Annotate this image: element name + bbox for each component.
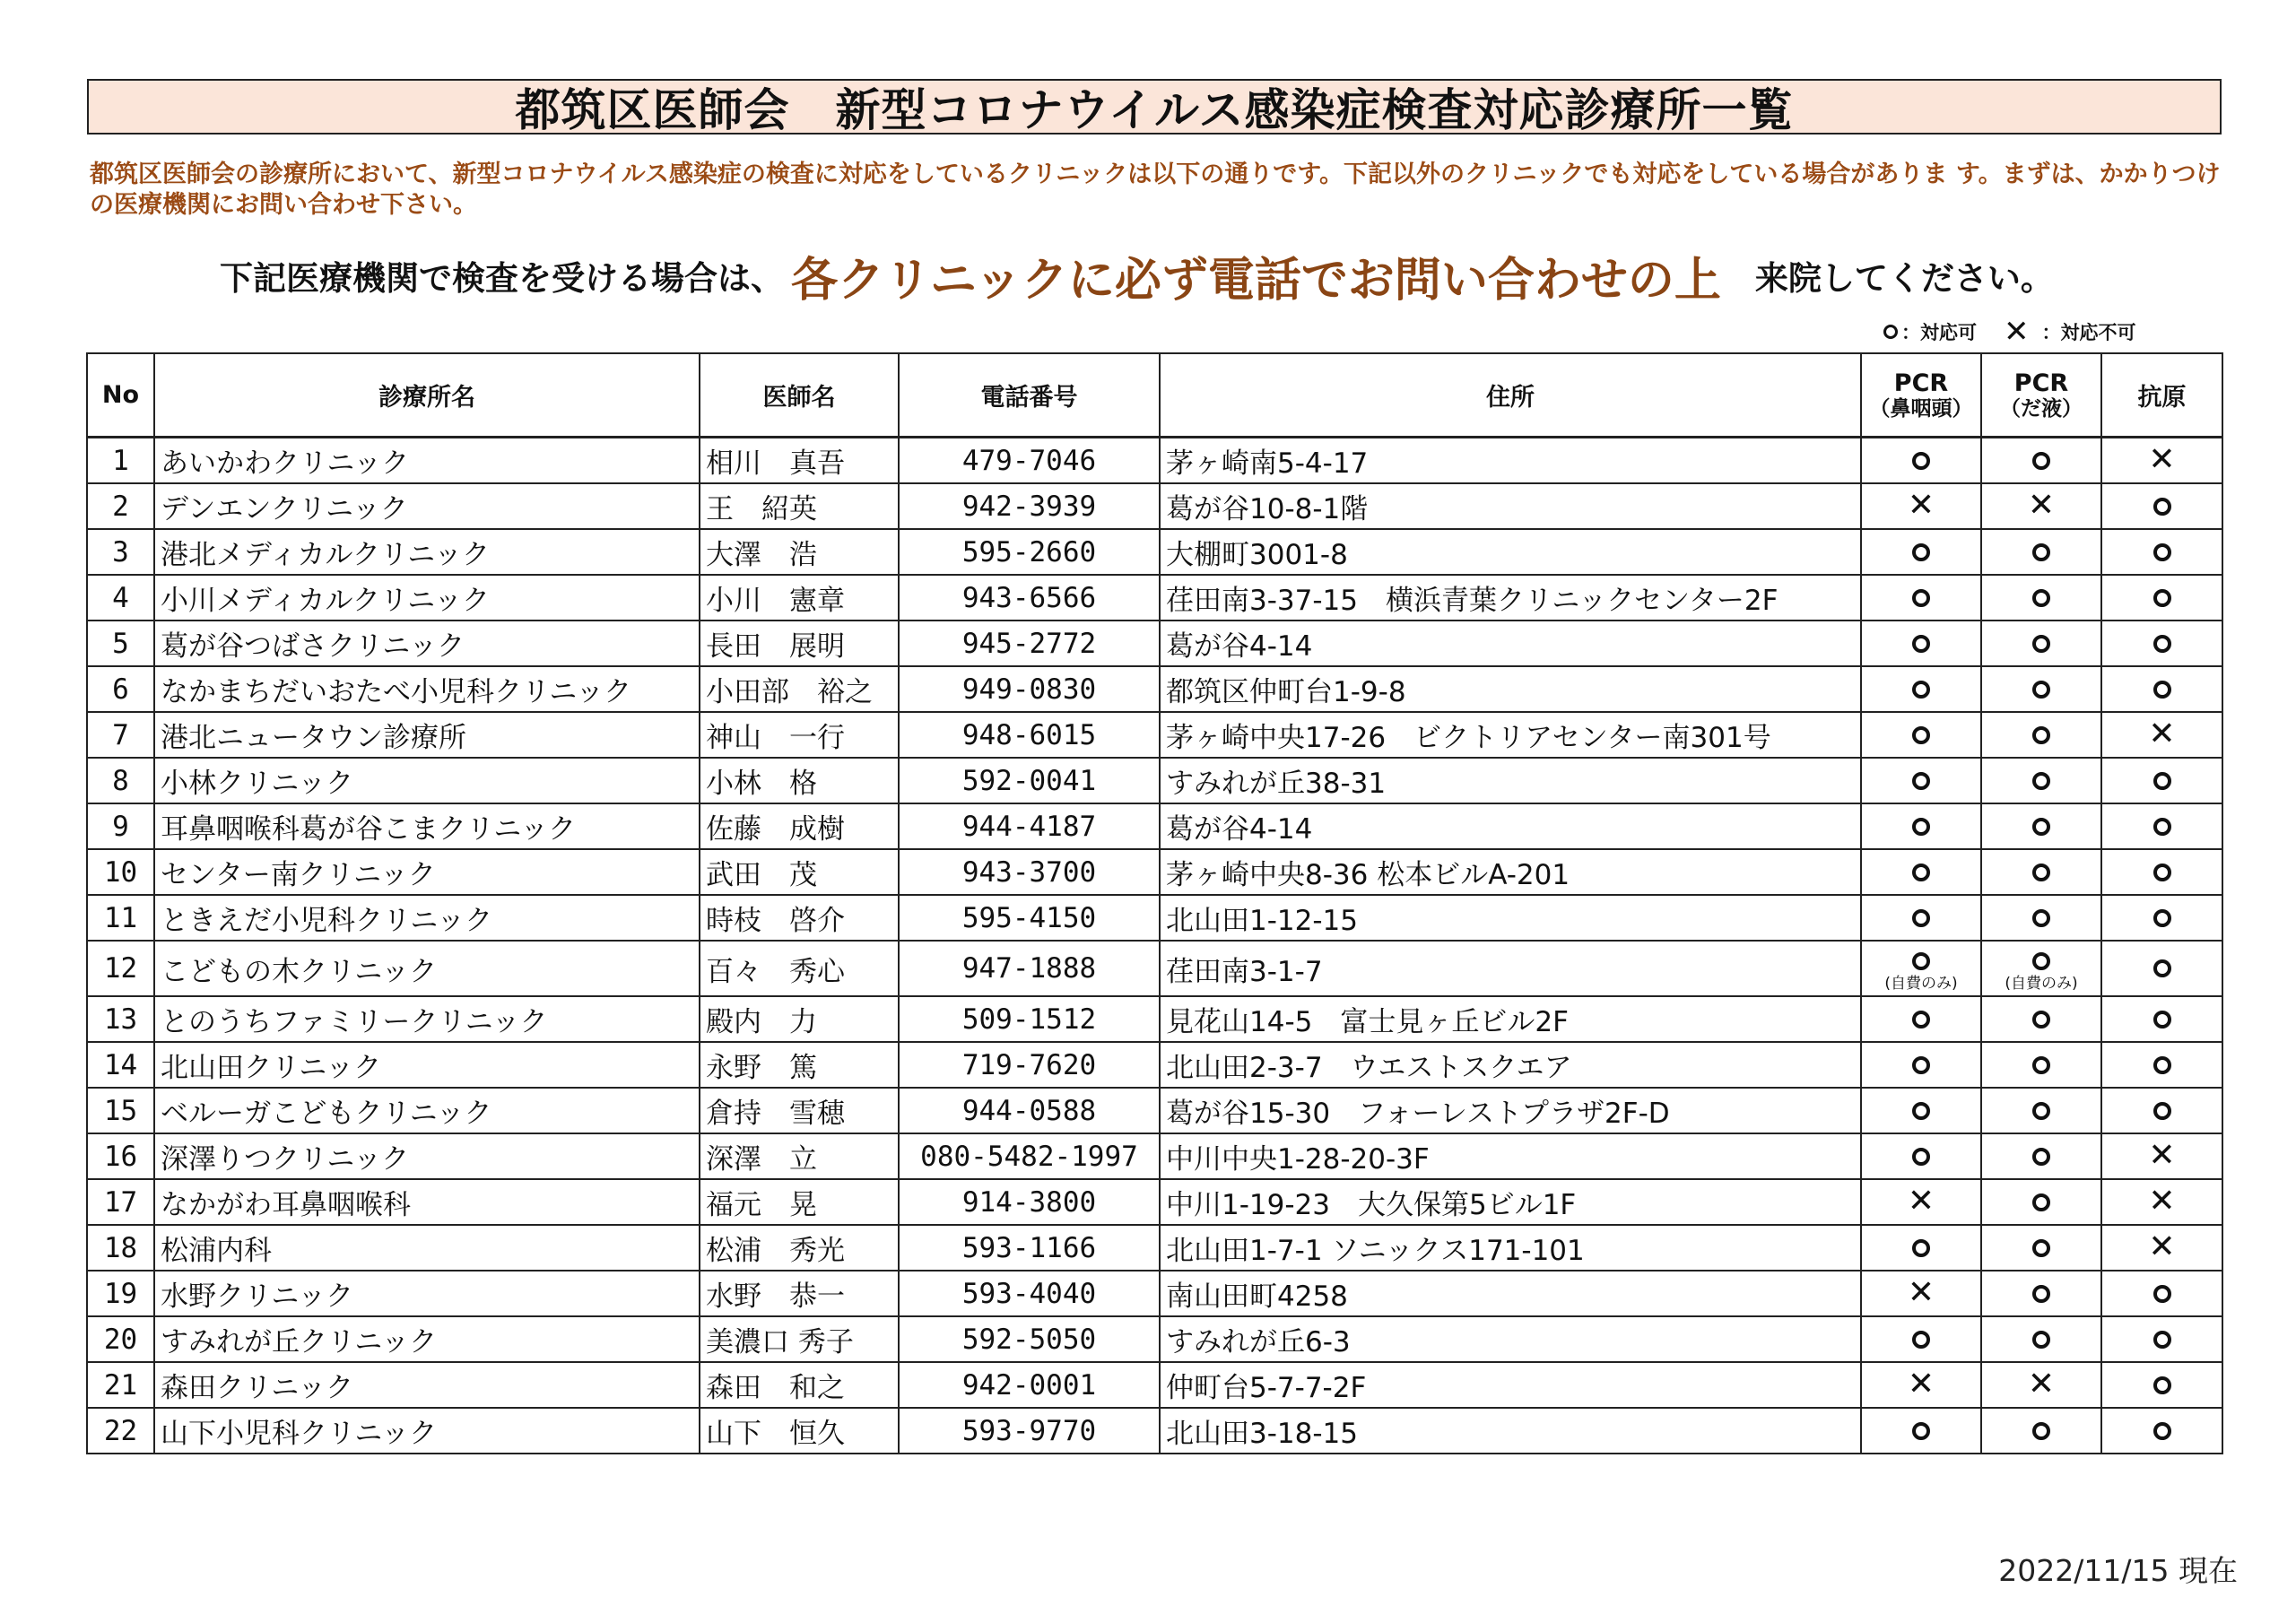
clinic-name: 北山田クリニック bbox=[154, 1042, 700, 1088]
pcr-saliva-status bbox=[1981, 529, 2101, 575]
phone-number: 592-5050 bbox=[899, 1316, 1160, 1362]
circle-mark-icon bbox=[2032, 543, 2050, 561]
row-number: 16 bbox=[87, 1133, 154, 1179]
circle-mark-icon bbox=[2032, 1193, 2050, 1211]
antigen-status bbox=[2101, 1316, 2222, 1362]
clinic-name: 葛が谷つばさクリニック bbox=[154, 621, 700, 666]
row-number: 1 bbox=[87, 438, 154, 484]
clinic-name: デンエンクリニック bbox=[154, 483, 700, 529]
clinic-address: 都筑区仲町台1-9-8 bbox=[1160, 666, 1861, 712]
header-no: No bbox=[87, 353, 154, 438]
circle-mark-icon bbox=[2032, 681, 2050, 699]
doctor-name: 大澤 浩 bbox=[700, 529, 899, 575]
antigen-status bbox=[2101, 1271, 2222, 1316]
antigen-status bbox=[2101, 1088, 2222, 1133]
clinic-name: ときえだ小児科クリニック bbox=[154, 895, 700, 941]
circle-mark-icon bbox=[2153, 772, 2171, 790]
circle-mark-icon bbox=[1912, 635, 1930, 653]
circle-mark-icon bbox=[2153, 543, 2171, 561]
table-row bbox=[87, 758, 2222, 803]
header-pcr-nose bbox=[1861, 353, 1981, 438]
pcr-nose-status bbox=[1861, 1088, 1981, 1133]
pcr-saliva-status bbox=[1981, 849, 2101, 895]
circle-mark-icon bbox=[2153, 1102, 2171, 1120]
clinic-name: 水野クリニック bbox=[154, 1271, 700, 1316]
phone-number: 593-4040 bbox=[899, 1271, 1160, 1316]
pcr-nose-status bbox=[1861, 996, 1981, 1042]
table-row bbox=[87, 438, 2222, 484]
circle-mark-icon bbox=[1912, 1422, 1930, 1440]
circle-mark-icon bbox=[2153, 589, 2171, 607]
legend bbox=[1883, 314, 2224, 350]
pcr-nose-status bbox=[1861, 849, 1981, 895]
circle-mark-icon bbox=[1912, 864, 1930, 881]
phone-number: 944-4187 bbox=[899, 803, 1160, 849]
circle-mark-icon bbox=[2032, 1285, 2050, 1303]
doctor-name: 神山 一行 bbox=[700, 712, 899, 758]
cross-mark-icon: ✕ bbox=[2148, 1183, 2176, 1219]
row-number: 18 bbox=[87, 1225, 154, 1271]
phone-number: 479-7046 bbox=[899, 438, 1160, 484]
row-number: 8 bbox=[87, 758, 154, 803]
pcr-nose-status bbox=[1861, 1042, 1981, 1088]
antigen-status bbox=[2101, 483, 2222, 529]
clinic-name: 小林クリニック bbox=[154, 758, 700, 803]
pcr-nose-status bbox=[1861, 1408, 1981, 1454]
circle-mark-icon bbox=[1912, 1331, 1930, 1349]
table-row bbox=[87, 483, 2222, 529]
phone-number: 943-6566 bbox=[899, 575, 1160, 621]
pcr-saliva-status bbox=[1981, 895, 2101, 941]
doctor-name: 殿内 力 bbox=[700, 996, 899, 1042]
circle-mark-icon bbox=[1912, 818, 1930, 836]
table-row bbox=[87, 575, 2222, 621]
pcr-saliva-status bbox=[1981, 758, 2101, 803]
doctor-name: 小林 格 bbox=[700, 758, 899, 803]
cross-mark-icon: ✕ bbox=[2148, 1228, 2176, 1265]
pcr-nose-status bbox=[1861, 712, 1981, 758]
row-number: 3 bbox=[87, 529, 154, 575]
pcr-nose-status bbox=[1861, 758, 1981, 803]
row-number: 21 bbox=[87, 1362, 154, 1408]
circle-mark-icon bbox=[2153, 1376, 2171, 1394]
table-row bbox=[87, 849, 2222, 895]
table-row bbox=[87, 1088, 2222, 1133]
phone-number: 080-5482-1997 bbox=[899, 1133, 1160, 1179]
self-pay-note: (自費のみ) bbox=[1884, 975, 1958, 993]
clinic-address: 葛が谷10-8-1階 bbox=[1160, 483, 1861, 529]
clinic-address: 南山田町4258 bbox=[1160, 1271, 1861, 1316]
row-number: 7 bbox=[87, 712, 154, 758]
clinic-address: すみれが丘6-3 bbox=[1160, 1316, 1861, 1362]
clinic-address: 大棚町3001-8 bbox=[1160, 529, 1861, 575]
phone-number: 595-2660 bbox=[899, 529, 1160, 575]
row-number: 2 bbox=[87, 483, 154, 529]
antigen-status bbox=[2101, 621, 2222, 666]
header-name: 診療所名 bbox=[154, 353, 700, 438]
pcr-nose-status bbox=[1861, 575, 1981, 621]
clinic-address: 中川1-19-23 大久保第5ビル1F bbox=[1160, 1179, 1861, 1225]
table-header-row bbox=[87, 353, 2222, 438]
doctor-name: 森田 和之 bbox=[700, 1362, 899, 1408]
pcr-nose-status bbox=[1861, 438, 1981, 484]
antigen-status bbox=[2101, 529, 2222, 575]
header-pcr-nose-top: PCR bbox=[1893, 369, 1949, 397]
circle-mark-icon bbox=[2153, 864, 2171, 881]
cross-mark-icon: ✕ bbox=[2148, 716, 2176, 752]
cross-mark-icon: ✕ bbox=[2148, 441, 2176, 478]
clinic-name: こどもの木クリニック bbox=[154, 941, 700, 996]
phone-number: 914-3800 bbox=[899, 1179, 1160, 1225]
row-number: 22 bbox=[87, 1408, 154, 1454]
table-row bbox=[87, 941, 2222, 996]
cross-mark-icon: ✕ bbox=[1907, 1274, 1935, 1311]
circle-mark-icon bbox=[2153, 818, 2171, 836]
doctor-name: 小田部 裕之 bbox=[700, 666, 899, 712]
circle-mark-icon bbox=[1912, 681, 1930, 699]
circle-mark-icon bbox=[2153, 909, 2171, 927]
circle-mark-icon bbox=[2032, 1148, 2050, 1166]
row-number: 9 bbox=[87, 803, 154, 849]
table-row bbox=[87, 529, 2222, 575]
doctor-name: 山下 恒久 bbox=[700, 1408, 899, 1454]
clinic-name: すみれが丘クリニック bbox=[154, 1316, 700, 1362]
circle-mark-icon bbox=[2032, 1422, 2050, 1440]
circle-mark-icon bbox=[1912, 1148, 1930, 1166]
clinic-name: なかまちだいおたべ小児科クリニック bbox=[154, 666, 700, 712]
doctor-name: 百々 秀心 bbox=[700, 941, 899, 996]
table-row bbox=[87, 895, 2222, 941]
antigen-status bbox=[2101, 849, 2222, 895]
circle-mark-icon bbox=[2032, 726, 2050, 744]
clinic-address: 荏田南3-1-7 bbox=[1160, 941, 1861, 996]
pcr-nose-status bbox=[1861, 1225, 1981, 1271]
header-tel: 電話番号 bbox=[899, 353, 1160, 438]
clinic-address: 見花山14-5 富士見ヶ丘ビル2F bbox=[1160, 996, 1861, 1042]
table-row bbox=[87, 1271, 2222, 1316]
clinic-name: 森田クリニック bbox=[154, 1362, 700, 1408]
row-number: 12 bbox=[87, 941, 154, 996]
cross-mark-icon: ✕ bbox=[2148, 1137, 2176, 1174]
pcr-saliva-status bbox=[1981, 803, 2101, 849]
pcr-saliva-status bbox=[1981, 483, 2101, 529]
table-body bbox=[87, 438, 2222, 1454]
clinic-name: 深澤りつクリニック bbox=[154, 1133, 700, 1179]
pcr-saliva-status bbox=[1981, 1271, 2101, 1316]
table-row bbox=[87, 1133, 2222, 1179]
circle-mark-icon bbox=[2032, 818, 2050, 836]
table-row bbox=[87, 621, 2222, 666]
doctor-name: 松浦 秀光 bbox=[700, 1225, 899, 1271]
circle-mark-icon bbox=[2153, 635, 2171, 653]
doctor-name: 佐藤 成樹 bbox=[700, 803, 899, 849]
doctor-name: 福元 晃 bbox=[700, 1179, 899, 1225]
phone-number: 949-0830 bbox=[899, 666, 1160, 712]
doctor-name: 時枝 啓介 bbox=[700, 895, 899, 941]
header-antigen: 抗原 bbox=[2101, 353, 2222, 438]
pcr-saliva-status bbox=[1981, 941, 2101, 996]
antigen-status bbox=[2101, 941, 2222, 996]
doctor-name: 小川 憲章 bbox=[700, 575, 899, 621]
table-row bbox=[87, 1225, 2222, 1271]
phone-number: 947-1888 bbox=[899, 941, 1160, 996]
legend-ok-label: ：対応可 bbox=[1901, 322, 1977, 343]
clinic-address: 仲町台5-7-7-2F bbox=[1160, 1362, 1861, 1408]
pcr-saliva-status bbox=[1981, 666, 2101, 712]
header-pcr-nose-sub: （鼻咽頭） bbox=[1869, 396, 1973, 421]
circle-mark-icon bbox=[2153, 1331, 2171, 1349]
doctor-name: 王 紹英 bbox=[700, 483, 899, 529]
phone-number: 592-0041 bbox=[899, 758, 1160, 803]
circle-mark-icon bbox=[2153, 681, 2171, 699]
table-row bbox=[87, 1408, 2222, 1454]
circle-mark-icon bbox=[2032, 589, 2050, 607]
circle-mark-icon bbox=[1912, 543, 1930, 561]
antigen-status bbox=[2101, 803, 2222, 849]
pcr-nose-status bbox=[1861, 1316, 1981, 1362]
row-number: 10 bbox=[87, 849, 154, 895]
clinic-address: すみれが丘38-31 bbox=[1160, 758, 1861, 803]
row-number: 5 bbox=[87, 621, 154, 666]
clinic-name: なかがわ耳鼻咽喉科 bbox=[154, 1179, 700, 1225]
pcr-saliva-status bbox=[1981, 1362, 2101, 1408]
table-row bbox=[87, 712, 2222, 758]
circle-mark-icon bbox=[1912, 1239, 1930, 1257]
doctor-name: 水野 恭一 bbox=[700, 1271, 899, 1316]
circle-mark-icon bbox=[1883, 325, 1898, 339]
phone-number: 942-3939 bbox=[899, 483, 1160, 529]
clinic-name: 港北ニュータウン診療所 bbox=[154, 712, 700, 758]
antigen-status bbox=[2101, 1362, 2222, 1408]
header-address: 住所 bbox=[1160, 353, 1861, 438]
notice-part3: 来院してください。 bbox=[1754, 259, 2054, 298]
header-pcr-saliva bbox=[1981, 353, 2101, 438]
row-number: 13 bbox=[87, 996, 154, 1042]
circle-mark-icon bbox=[2153, 498, 2171, 516]
phone-number: 942-0001 bbox=[899, 1362, 1160, 1408]
clinic-address: 北山田2-3-7 ウエストスクエア bbox=[1160, 1042, 1861, 1088]
row-number: 6 bbox=[87, 666, 154, 712]
clinic-name: 耳鼻咽喉科葛が谷こまクリニック bbox=[154, 803, 700, 849]
clinic-address: 葛が谷4-14 bbox=[1160, 803, 1861, 849]
circle-mark-icon bbox=[2032, 909, 2050, 927]
clinic-address: 茅ヶ崎中央17-26 ビクトリアセンター南301号 bbox=[1160, 712, 1861, 758]
clinic-table bbox=[86, 352, 2223, 1454]
circle-mark-icon bbox=[1912, 1102, 1930, 1120]
clinic-name: 小川メディカルクリニック bbox=[154, 575, 700, 621]
circle-mark-icon bbox=[2032, 635, 2050, 653]
circle-mark-icon bbox=[2032, 1239, 2050, 1257]
circle-mark-icon bbox=[1912, 1056, 1930, 1074]
clinic-name: 港北メディカルクリニック bbox=[154, 529, 700, 575]
row-number: 20 bbox=[87, 1316, 154, 1362]
phone-number: 943-3700 bbox=[899, 849, 1160, 895]
pcr-nose-status bbox=[1861, 529, 1981, 575]
circle-mark-icon bbox=[2032, 864, 2050, 881]
circle-mark-icon bbox=[1912, 909, 1930, 927]
circle-mark-icon bbox=[1912, 1011, 1930, 1028]
doctor-name: 深澤 立 bbox=[700, 1133, 899, 1179]
page-title: 都筑区医師会 新型コロナウイルス感染症検査対応診療所一覧 bbox=[87, 79, 2222, 135]
pcr-nose-status bbox=[1861, 895, 1981, 941]
notice-part1: 下記医療機関で検査を受ける場合は、 bbox=[220, 259, 784, 298]
table-row bbox=[87, 803, 2222, 849]
pcr-saliva-status bbox=[1981, 1133, 2101, 1179]
clinic-name: 山下小児科クリニック bbox=[154, 1408, 700, 1454]
antigen-status bbox=[2101, 1133, 2222, 1179]
cross-mark-icon: ✕ bbox=[2027, 487, 2056, 524]
circle-mark-icon bbox=[2153, 1011, 2171, 1028]
table-row bbox=[87, 666, 2222, 712]
pcr-nose-status bbox=[1861, 621, 1981, 666]
circle-mark-icon bbox=[2032, 1331, 2050, 1349]
table-row bbox=[87, 1362, 2222, 1408]
table-row bbox=[87, 1179, 2222, 1225]
antigen-status bbox=[2101, 758, 2222, 803]
pcr-saliva-status bbox=[1981, 1225, 2101, 1271]
clinic-address: 中川中央1-28-20-3F bbox=[1160, 1133, 1861, 1179]
doctor-name: 倉持 雪穂 bbox=[700, 1088, 899, 1133]
antigen-status bbox=[2101, 575, 2222, 621]
pcr-nose-status bbox=[1861, 1362, 1981, 1408]
clinic-name: あいかわクリニック bbox=[154, 438, 700, 484]
antigen-status bbox=[2101, 996, 2222, 1042]
as-of-date: 2022/11/15 現在 bbox=[1998, 1553, 2238, 1588]
pcr-nose-status bbox=[1861, 483, 1981, 529]
circle-mark-icon bbox=[2032, 1011, 2050, 1028]
pcr-saliva-status bbox=[1981, 996, 2101, 1042]
table-row bbox=[87, 1316, 2222, 1362]
circle-mark-icon bbox=[1912, 952, 1930, 970]
clinic-name: センター南クリニック bbox=[154, 849, 700, 895]
pcr-saliva-status bbox=[1981, 1408, 2101, 1454]
row-number: 14 bbox=[87, 1042, 154, 1088]
circle-mark-icon bbox=[1912, 589, 1930, 607]
row-number: 11 bbox=[87, 895, 154, 941]
circle-mark-icon bbox=[2153, 1422, 2171, 1440]
antigen-status bbox=[2101, 1408, 2222, 1454]
cross-mark-icon: ✕ bbox=[1907, 487, 1935, 524]
phone-number: 595-4150 bbox=[899, 895, 1160, 941]
row-number: 17 bbox=[87, 1179, 154, 1225]
antigen-status bbox=[2101, 438, 2222, 484]
self-pay-note: (自費のみ) bbox=[2005, 975, 2078, 993]
doctor-name: 武田 茂 bbox=[700, 849, 899, 895]
circle-mark-icon bbox=[2032, 952, 2050, 970]
circle-mark-icon bbox=[2153, 1056, 2171, 1074]
legend-ng-label: ：対応不可 bbox=[2041, 322, 2136, 343]
table-row bbox=[87, 996, 2222, 1042]
phone-number: 944-0588 bbox=[899, 1088, 1160, 1133]
antigen-status bbox=[2101, 1225, 2222, 1271]
doctor-name: 美濃口 秀子 bbox=[700, 1316, 899, 1362]
cross-mark-icon: ✕ bbox=[2004, 314, 2030, 350]
antigen-status bbox=[2101, 895, 2222, 941]
antigen-status bbox=[2101, 666, 2222, 712]
clinic-address: 葛が谷15-30 フォーレストプラザ2F-D bbox=[1160, 1088, 1861, 1133]
pcr-nose-status bbox=[1861, 941, 1981, 996]
clinic-name: 松浦内科 bbox=[154, 1225, 700, 1271]
pcr-saliva-status bbox=[1981, 1179, 2101, 1225]
clinic-address: 葛が谷4-14 bbox=[1160, 621, 1861, 666]
header-pcr-saliva-top: PCR bbox=[2013, 369, 2069, 397]
pcr-nose-status bbox=[1861, 803, 1981, 849]
clinic-address: 荏田南3-37-15 横浜青葉クリニックセンター2F bbox=[1160, 575, 1861, 621]
clinic-address: 茅ヶ崎南5-4-17 bbox=[1160, 438, 1861, 484]
pcr-saliva-status bbox=[1981, 1316, 2101, 1362]
notice-line bbox=[220, 244, 2193, 307]
antigen-status bbox=[2101, 1179, 2222, 1225]
phone-number: 593-1166 bbox=[899, 1225, 1160, 1271]
pcr-saliva-status bbox=[1981, 621, 2101, 666]
phone-number: 719-7620 bbox=[899, 1042, 1160, 1088]
row-number: 15 bbox=[87, 1088, 154, 1133]
pcr-nose-status bbox=[1861, 1271, 1981, 1316]
intro-text: 都筑区医師会の診療所において、新型コロナウイルス感染症の検査に対応をしているクリニックは以下の通りです。下記以外のクリニックでも対応をしている場合がありま す。まずは、かかりつけの医療機関にお問い合わせ下さい。 bbox=[90, 161, 2221, 219]
cross-mark-icon: ✕ bbox=[1907, 1183, 1935, 1219]
pcr-saliva-status bbox=[1981, 575, 2101, 621]
circle-mark-icon bbox=[1912, 726, 1930, 744]
clinic-address: 北山田1-7-1 ソニックス171-101 bbox=[1160, 1225, 1861, 1271]
row-number: 19 bbox=[87, 1271, 154, 1316]
pcr-saliva-status bbox=[1981, 712, 2101, 758]
pcr-saliva-status bbox=[1981, 438, 2101, 484]
phone-number: 593-9770 bbox=[899, 1408, 1160, 1454]
notice-emphasis: 各クリニックに必ず電話でお問い合わせの上 bbox=[791, 253, 1721, 308]
circle-mark-icon bbox=[2032, 452, 2050, 470]
header-pcr-saliva-sub: （だ液） bbox=[2000, 396, 2083, 421]
circle-mark-icon bbox=[2153, 959, 2171, 977]
doctor-name: 永野 篤 bbox=[700, 1042, 899, 1088]
cross-mark-icon: ✕ bbox=[2027, 1366, 2056, 1402]
circle-mark-icon bbox=[2153, 1285, 2171, 1303]
row-number: 4 bbox=[87, 575, 154, 621]
phone-number: 509-1512 bbox=[899, 996, 1160, 1042]
circle-mark-icon bbox=[2032, 1102, 2050, 1120]
pcr-saliva-status bbox=[1981, 1088, 2101, 1133]
clinic-address: 北山田1-12-15 bbox=[1160, 895, 1861, 941]
clinic-address: 北山田3-18-15 bbox=[1160, 1408, 1861, 1454]
antigen-status bbox=[2101, 712, 2222, 758]
phone-number: 945-2772 bbox=[899, 621, 1160, 666]
clinic-address: 茅ヶ崎中央8-36 松本ビルA-201 bbox=[1160, 849, 1861, 895]
doctor-name: 相川 真吾 bbox=[700, 438, 899, 484]
phone-number: 948-6015 bbox=[899, 712, 1160, 758]
circle-mark-icon bbox=[1912, 452, 1930, 470]
circle-mark-icon bbox=[2032, 772, 2050, 790]
clinic-name: とのうちファミリークリニック bbox=[154, 996, 700, 1042]
cross-mark-icon: ✕ bbox=[1907, 1366, 1935, 1402]
antigen-status bbox=[2101, 1042, 2222, 1088]
doctor-name: 長田 展明 bbox=[700, 621, 899, 666]
circle-mark-icon bbox=[2032, 1056, 2050, 1074]
table-row bbox=[87, 1042, 2222, 1088]
pcr-nose-status bbox=[1861, 1133, 1981, 1179]
pcr-nose-status bbox=[1861, 1179, 1981, 1225]
header-doctor: 医師名 bbox=[700, 353, 899, 438]
pcr-nose-status bbox=[1861, 666, 1981, 712]
clinic-name: ベルーガこどもクリニック bbox=[154, 1088, 700, 1133]
pcr-saliva-status bbox=[1981, 1042, 2101, 1088]
circle-mark-icon bbox=[1912, 772, 1930, 790]
